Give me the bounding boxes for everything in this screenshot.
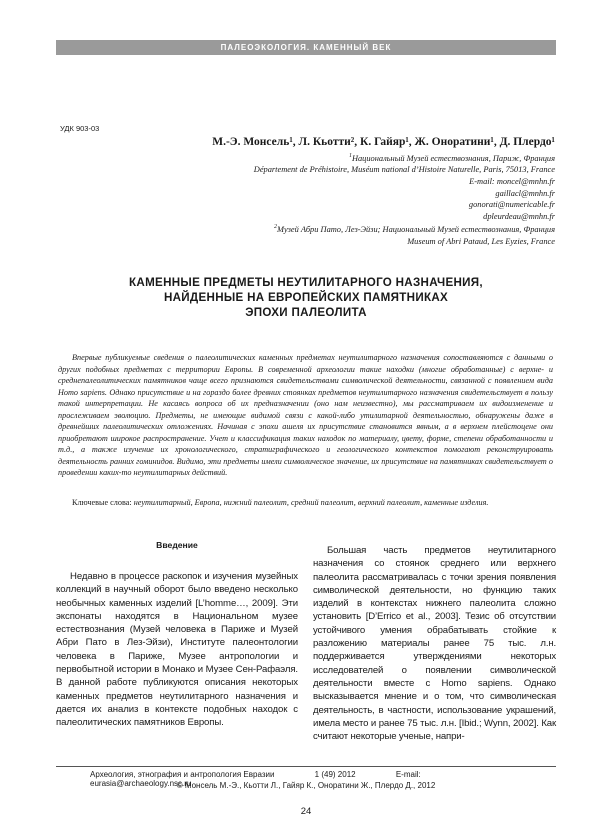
udk-code: УДК 903-03: [60, 124, 100, 133]
right-column: [313, 544, 556, 743]
keywords: [58, 497, 553, 508]
title-line-2: НАЙДЕННЫЕ НА ЕВРОПЕЙСКИХ ПАМЯТНИКАХ: [163, 291, 449, 304]
intro-right-text: Большая часть предметов неутилитарного назначения со стоянок среднего или верхнего палеолита рассматривалась с точки зрения появления символической деятельности, но функцию таких изделий в контекстах нижнего палеолита сложно установить [D’Errico et al., 2003]. Тезис об отсутствии устойчивого умения обрабатывать стойкие к разложению материалы ранее 75 тыс. л.н. поддерживается утверждениями некоторых исследователей о появлении символической деятельности вместе с Homo sapiens. Однако высказывается мнение и о том, что символическая деятельность, в частности, использование украшений, имела место и ранее 75 тыс. л.н. [Ibid.; Wynn, 2002]. Как считают некоторые ученые, напри-: [313, 545, 556, 743]
title-line-1: КАМЕННЫЕ ПРЕДМЕТЫ НЕУТИЛИТАРНОГО НАЗНАЧЕНИЯ,: [129, 276, 483, 289]
journal-email: E-mail: eurasia@archaeology.nsc.ru: [90, 770, 421, 788]
copyright: © Монсель М.-Э., Кьотти Л., Гайяр К., Оноратини Ж., Плердо Д., 2012: [176, 781, 436, 790]
affiliation-1: [135, 151, 555, 164]
author-email: dpleurdeau@mnhn.fr: [483, 211, 555, 221]
intro-left-text: Недавно в процессе раскопок и изучения музейных коллекций в научный оборот было введено несколько необычных каменных изделий [L’homme…, 2009]. Эти экспонаты находятся в Национальном музее естествознания (Музей человека в Париже и Музей Абри Пато в Лез-Эйзи), Институте палеонтологии человека в Париже, Музее антропологии и первобытной истории в Монако и Музее Сен-Рафаэля. В данной работе публикуются описания некоторых каменных предметов неутилитарного назначения и дается их анализ в контексте подобных находок с палеолитических памятников Европы.: [56, 571, 298, 729]
left-column: [56, 540, 298, 730]
affiliation-1-name: Национальный Музей естествознания, Париж, Франция: [351, 153, 555, 163]
page-number: 24: [300, 806, 312, 817]
affiliation-2-name: Музей Абри Пато, Лез-Эйзи; Национальный Музей естествознания, Франция: [277, 225, 555, 235]
section-header: ПАЛЕОЭКОЛОГИЯ. КАМЕННЫЙ ВЕК: [56, 40, 556, 55]
footer-divider: [56, 766, 556, 767]
affiliation-2: [135, 222, 555, 235]
journal-name: Археология, этнография и антропология Евразии: [90, 770, 275, 779]
affiliation-1-marker: 1: [348, 153, 352, 159]
affiliation-2-marker: 2: [274, 224, 277, 231]
article-title: [56, 275, 556, 320]
affiliations: [135, 151, 555, 247]
affiliation-2-museum: Museum of Abri Pataud, Les Eyzies, France: [407, 236, 555, 246]
author-email: gaillacl@mnhn.fr: [495, 188, 555, 198]
abstract: Впервые публикуемые сведения о палеолитических каменных предметах неутилитарного назначения сопоставляются с данными о других подобных предметах с территории Европы. В современной археологии такие находки (многие обработанные) с верхне- и среднепалеолитических памятников чаще всего признаются свидетельствами символической деятельности, связанной с появлением вида Homo sapiens. Однако присутствие и на гораздо более древних стоянках предметов неутилитарного назначения свидетельствует в пользу такой интерпретации. Не касаясь вопроса об их предназначении (оно нам неизвестно), мы рассматриваем их видоизменение и прослеживаем эволюцию. Предметы, не имеющие видимой связи с какой-либо утилитарной деятельностью, обнаружены даже в древнейших палеолитических отложениях. Начиная с эпохи ашеля их присутствие становится явным, а в верхнем плейстоцене они приобретают широкое распространение. Учет и классификация таких находок по материалу, цвету, форме, степени обработанности и т.д., а также изучение их хронологического, стратиграфического и геологического контекстов помогают реконструировать деятельность ранних гоминидов. Видимо, эти предметы имели символическое значение, их присутствие на памятниках свидетельствует о проведении каких-то неутилитарных действий.: [58, 353, 553, 477]
authors: М.-Э. Монсель¹, Л. Кьотти², К. Гайяр¹, Ж. Оноратини¹, Д. Плердо¹: [212, 136, 555, 148]
intro-heading: Введение: [156, 540, 198, 550]
author-email: E-mail: moncel@mnhn.fr: [469, 176, 555, 186]
title-line-3: ЭПОХИ ПАЛЕОЛИТА: [245, 306, 367, 319]
affiliation-1-dept: Département de Préhistoire, Muséum national d’Histoire Naturelle, Paris, 75013, France: [253, 165, 555, 175]
keywords-label: Ключевые слова:: [72, 498, 132, 507]
keywords-values: неутилитарный, Европа, нижний палеолит, средний палеолит, верхний палеолит, каменные изделия.: [133, 498, 489, 507]
journal-issue: 1 (49) 2012: [314, 770, 356, 779]
author-email: gonorati@numericable.fr: [468, 200, 555, 210]
